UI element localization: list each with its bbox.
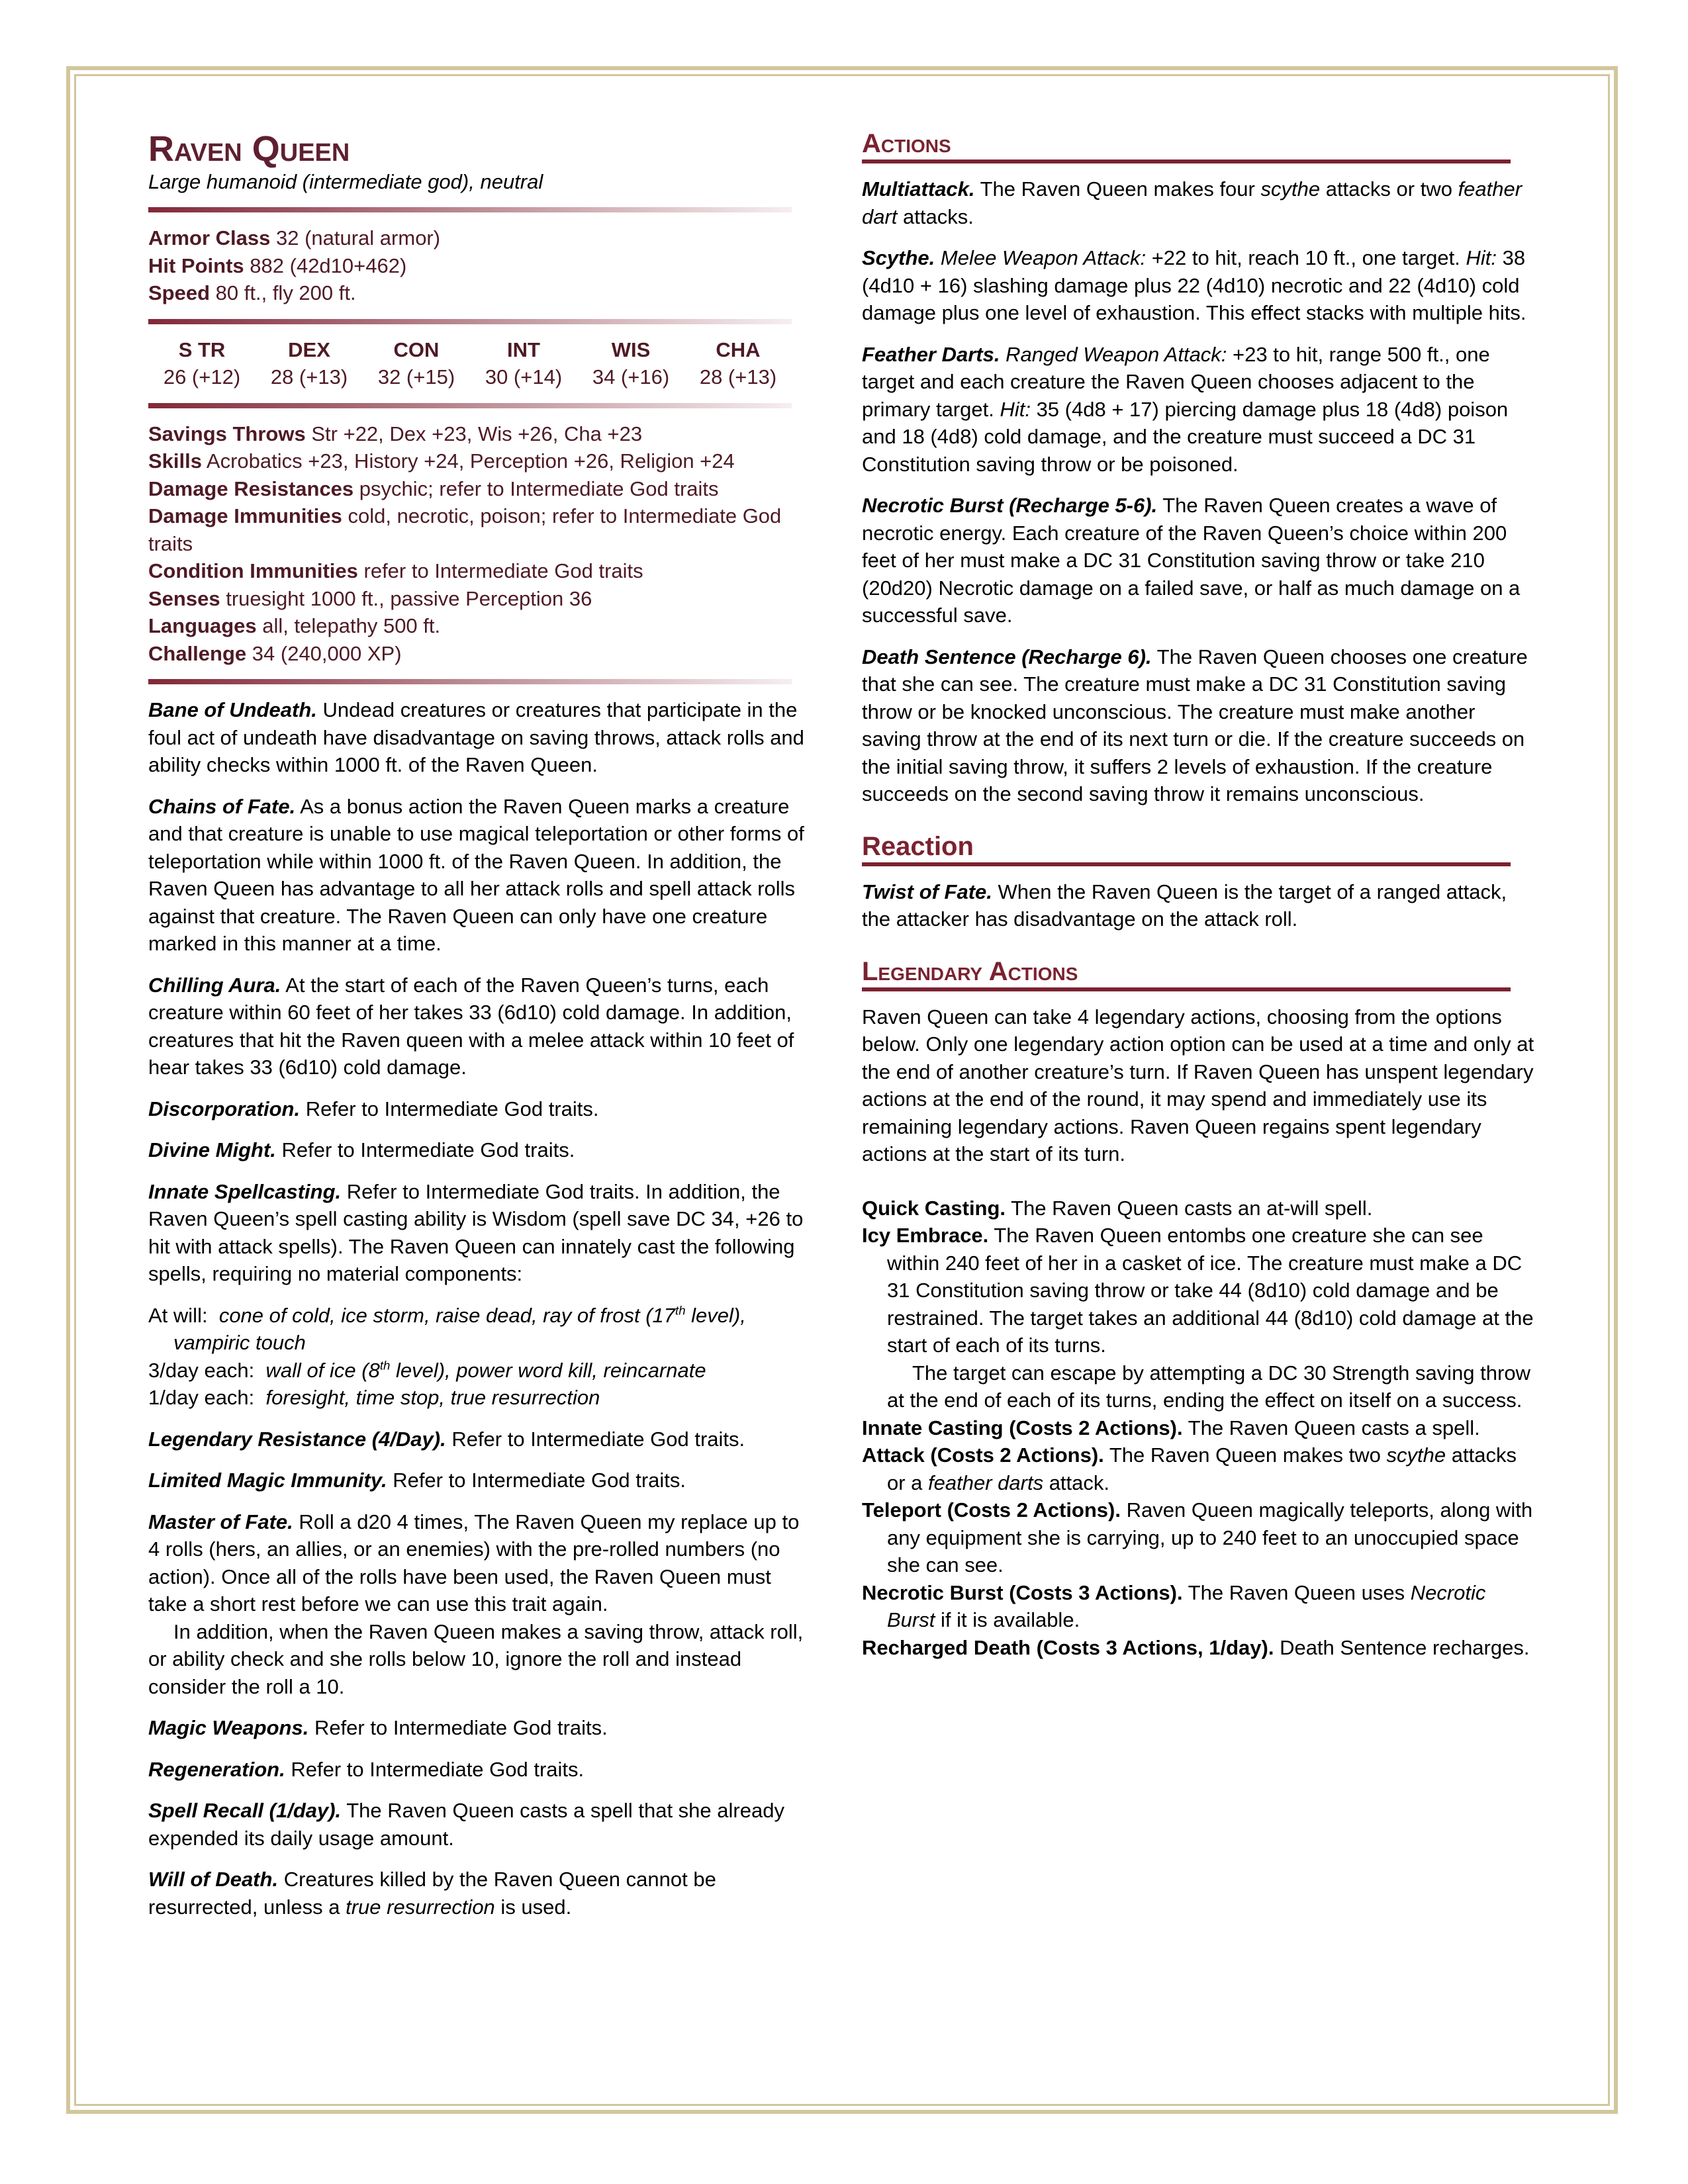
prop-label: Damage Resistances — [148, 477, 354, 500]
hit-label: Hit: — [1466, 246, 1497, 269]
right-column — [862, 129, 1537, 1661]
spell-list — [148, 1302, 810, 1412]
action-text: The Raven Queen makes four — [974, 177, 1261, 201]
trait-will-of-death — [148, 1866, 810, 1921]
stat-value: 80 ft., fly 200 ft. — [215, 281, 356, 304]
trait-text-extra: In addition, when the Raven Queen makes a saving throw, attack roll, or ability check and she rolls below 10, ignore the roll and instead consider the roll a 10. — [148, 1619, 804, 1698]
trait-chilling-aura — [148, 972, 810, 1081]
action-necrotic-burst — [862, 492, 1537, 629]
damage-immunities — [148, 502, 810, 557]
spell-frequency: 3/day each: — [148, 1358, 255, 1382]
prop-label: Languages — [148, 614, 257, 637]
trait-name: Spell Recall (1/day). — [148, 1799, 342, 1822]
damage-resistances — [148, 475, 810, 503]
legendary-name: Attack (Costs 2 Actions). — [862, 1443, 1104, 1467]
action-reference: Necrotic Burst — [887, 1580, 1486, 1631]
trait-spell-recall — [148, 1797, 810, 1852]
ordinal-suffix: th — [379, 1358, 391, 1373]
trait-text: Refer to Intermediate God traits. — [314, 1716, 608, 1739]
action-name: Necrotic Burst (Recharge 5-6). — [862, 494, 1158, 517]
trait-text: Roll a d20 4 times, The Raven Queen my replace up to 4 rolls (hers, an allies, or an enemies) with the pre-rolled numbers (no action). Once all of the rolls have been used, the Raven Queen must take a short rest before we can use this trait again. — [148, 1510, 800, 1615]
legendary-text: if it is available. — [935, 1608, 1080, 1631]
trait-name: Magic Weapons. — [148, 1716, 309, 1739]
prop-label: Savings Throws — [148, 422, 306, 445]
spell-reference: true resurrection — [346, 1895, 495, 1919]
trait-text: Refer to Intermediate God traits. — [305, 1097, 599, 1120]
trait-master-of-fate — [148, 1508, 810, 1701]
action-scythe — [862, 244, 1537, 327]
basic-stats — [148, 224, 810, 307]
legendary-quick-casting — [862, 1195, 1537, 1222]
reaction-name: Twist of Fate. — [862, 880, 992, 903]
trait-name: Master of Fate. — [148, 1510, 293, 1533]
trait-text: Undead creatures or creatures that participate in the foul act of undeath have disadvantage on saving throws, attack rolls and ability checks within 1000 ft. of the Raven Queen. — [148, 698, 804, 776]
legendary-attack — [862, 1441, 1537, 1496]
spell-frequency: At will: — [148, 1303, 208, 1327]
trait-divine-might — [148, 1136, 810, 1164]
legendary-text: The Raven Queen entombs one creature she can see within 240 feet of her in a casket of ice. The creature must make a DC 31 Constitution saving throw or take 44 (8d10) cold damage and be restrained. The target takes an additional 44 (8d10) cold damage at the start of each of its turns. — [887, 1224, 1534, 1357]
hit-label: Hit: — [1000, 397, 1031, 421]
languages — [148, 612, 810, 640]
spell-frequency: 1/day each: — [148, 1386, 255, 1409]
action-death-sentence — [862, 643, 1537, 808]
trait-text: Creatures killed by the Raven Queen cannot be resurrected, unless a — [148, 1868, 716, 1919]
senses — [148, 585, 810, 613]
ability-value: 28 (+13) — [270, 365, 348, 388]
ability-value: 26 (+12) — [163, 365, 241, 388]
ability-name: S TR — [178, 338, 226, 361]
prop-value: Acrobatics +23, History +24, Perception +26, Religion +24 — [206, 449, 735, 473]
legendary-text: The Raven Queen makes two — [1109, 1443, 1387, 1467]
trait-innate-spellcasting — [148, 1178, 810, 1288]
condition-immunities — [148, 557, 810, 585]
stat-value: 32 (natural armor) — [275, 226, 441, 250]
trait-text: Refer to Intermediate God traits. — [451, 1427, 745, 1451]
ability-name: CON — [393, 338, 440, 361]
weapon-reference: feather darts — [928, 1471, 1044, 1494]
prop-label: Damage Immunities — [148, 504, 342, 527]
action-multiattack — [862, 175, 1537, 230]
trait-name: Chilling Aura. — [148, 973, 281, 997]
spell-names: cone of cold, ice storm, raise dead, ray of frost (17 — [218, 1303, 676, 1327]
weapon-reference: scythe — [1260, 177, 1321, 201]
skills — [148, 447, 810, 475]
spells-3-per-day — [148, 1357, 810, 1385]
ability-con — [363, 336, 470, 391]
trait-text: The Raven Queen casts a spell that she already expended its daily usage amount. — [148, 1799, 784, 1850]
legendary-text: The Raven Queen uses — [1188, 1580, 1411, 1604]
legendary-name: Necrotic Burst (Costs 3 Actions). — [862, 1580, 1183, 1604]
trait-text: is used. — [494, 1895, 572, 1919]
legendary-action-list — [862, 1195, 1537, 1662]
trait-text: At the start of each of the Raven Queen’s turns, each creature within 60 feet of her takes 33 (6d10) cold damage. In addition, creatures that hit the Raven queen with a melee attack within 10 feet of hear takes 33 (6d10) cold damage. — [148, 973, 794, 1079]
trait-regeneration — [148, 1756, 810, 1784]
prop-value: cold, necrotic, poison; refer to Intermediate God traits — [148, 504, 782, 555]
stat-label: Armor Class — [148, 226, 271, 250]
trait-paragraph — [148, 1508, 810, 1618]
action-text: attacks or two — [1320, 177, 1458, 201]
trait-text: Refer to Intermediate God traits. — [393, 1469, 686, 1492]
action-name: Scythe. — [862, 246, 935, 269]
legendary-text: The Raven Queen casts an at-will spell. — [1011, 1196, 1373, 1220]
action-feather-darts — [862, 341, 1537, 478]
ability-value: 30 (+14) — [485, 365, 563, 388]
legendary-name: Recharged Death (Costs 3 Actions, 1/day). — [862, 1635, 1274, 1659]
ability-name: CHA — [716, 338, 761, 361]
left-column — [148, 129, 810, 1934]
spell-names: level), vampiric touch — [173, 1303, 746, 1354]
action-text: +22 to hit, reach 10 ft., one target. — [1146, 246, 1466, 269]
spell-names: wall of ice (8 — [265, 1358, 380, 1382]
weapon-reference: scythe — [1386, 1443, 1446, 1467]
attack-type: Melee Weapon Attack: — [940, 246, 1147, 269]
ability-name: WIS — [611, 338, 651, 361]
action-text: 35 (4d8 + 17) piercing damage plus 18 (4d8) poison and 18 (4d8) cold damage, and the creature must succeed a DC 31 Constitution saving throw or be poisoned. — [862, 397, 1509, 476]
action-text: attacks. — [897, 205, 974, 228]
divider — [148, 679, 792, 684]
ability-scores — [148, 336, 792, 391]
trait-text: As a bonus action the Raven Queen marks a creature and that creature is unable to use magical teleportation or other forms of teleportation while within 1000 ft. of the Raven Queen. In addition, the Raven Queen has advantage to all her attack rolls and spell attack rolls against that creature. The Raven Queen can only have one creature marked in this manner at a time. — [148, 794, 804, 955]
spell-names: foresight, time stop, true resurrection — [265, 1386, 600, 1409]
trait-name: Bane of Undeath. — [148, 698, 317, 721]
legendary-recharged-death — [862, 1634, 1537, 1662]
reaction-heading: Reaction — [862, 832, 1511, 866]
action-text: +23 to hit, range 500 ft., one target and each creature the Raven Queen chooses adjacent to the primary target. — [862, 342, 1490, 421]
saving-throws — [148, 420, 810, 448]
armor-class — [148, 224, 810, 252]
actions-heading: Actions — [862, 129, 1511, 163]
legendary-name: Icy Embrace. — [862, 1224, 989, 1247]
trait-name: Innate Spellcasting. — [148, 1179, 342, 1203]
trait-name: Chains of Fate. — [148, 794, 296, 818]
prop-label: Senses — [148, 586, 220, 610]
trait-text: Refer to Intermediate God traits. — [281, 1138, 575, 1161]
legendary-text: attack. — [1043, 1471, 1110, 1494]
ability-str — [148, 336, 256, 391]
legendary-name: Teleport (Costs 2 Actions). — [862, 1498, 1121, 1522]
legendary-text: attacks or a — [887, 1443, 1517, 1494]
legendary-text: Raven Queen magically teleports, along with any equipment she is carrying, up to 240 feet to an unoccupied space she can see. — [887, 1498, 1533, 1576]
prop-label: Challenge — [148, 641, 247, 665]
ability-name: DEX — [288, 338, 330, 361]
trait-text: Refer to Intermediate God traits. In addition, the Raven Queen’s spell casting ability is Wisdom (spell save DC 34, +26 to hit with attack spells). The Raven Queen can innately cast the following spells, requiring no material components: — [148, 1179, 804, 1285]
trait-magic-weapons — [148, 1714, 810, 1742]
ability-int — [470, 336, 577, 391]
trait-chains-of-fate — [148, 793, 810, 958]
trait-name: Divine Might. — [148, 1138, 276, 1161]
trait-discorporation — [148, 1095, 810, 1123]
prop-value: refer to Intermediate God traits — [363, 559, 643, 582]
ability-value: 32 (+15) — [377, 365, 455, 388]
properties — [148, 420, 810, 668]
legendary-text: Death Sentence recharges. — [1274, 1635, 1530, 1659]
hit-points — [148, 252, 810, 280]
stat-value: 882 (42d10+462) — [250, 253, 407, 277]
reaction-twist-of-fate — [862, 878, 1537, 933]
legendary-intro: Raven Queen can take 4 legendary actions, choosing from the options below. Only one legendary action option can be used at a time and only at the end of another creature’s turn. If Raven Queen has unspent legendary actions at the end of the round, it may spend and immediately use its remaining legendary actions. Raven Queen regains spent legendary actions at the start of its turn. — [862, 1005, 1534, 1165]
ability-name: INT — [507, 338, 540, 361]
action-name: Multiattack. — [862, 177, 975, 201]
prop-value: psychic; refer to Intermediate God traits — [359, 477, 719, 500]
trait-name: Legendary Resistance (4/Day). — [148, 1427, 446, 1451]
legendary-text: The Raven Queen casts a spell. — [1188, 1416, 1480, 1439]
weapon-reference: feather dart — [862, 177, 1523, 228]
legendary-necrotic-burst — [862, 1579, 1537, 1634]
traits — [148, 696, 810, 1921]
spells-1-per-day — [148, 1384, 810, 1412]
ability-value: 34 (+16) — [592, 365, 670, 388]
challenge — [148, 640, 810, 668]
ability-dex — [256, 336, 363, 391]
trait-name: Discorporation. — [148, 1097, 301, 1120]
reaction-text: When the Raven Queen is the target of a ranged attack, the attacker has disadvantage on the attack roll. — [862, 880, 1507, 931]
trait-name: Regeneration. — [148, 1757, 285, 1781]
legendary-name: Innate Casting (Costs 2 Actions). — [862, 1416, 1183, 1439]
divider — [148, 207, 792, 212]
stat-label: Speed — [148, 281, 211, 304]
legendary-innate-casting — [862, 1414, 1537, 1442]
divider — [148, 403, 792, 408]
speed — [148, 279, 810, 307]
divider — [148, 319, 792, 324]
trait-legendary-resistance — [148, 1426, 810, 1453]
prop-value: 34 (240,000 XP) — [252, 641, 402, 665]
trait-limited-magic-immunity — [148, 1467, 810, 1494]
action-text: The Raven Queen chooses one creature that she can see. The creature must make a DC 31 Constitution saving throw or be knocked unconscious. The creature must make another saving throw at the end of its next turn or die. If the creature succeeds on the initial saving throw, it suffers 2 levels of exhaustion. If the creature succeeds on the second saving throw it remains unconscious. — [862, 645, 1528, 805]
prop-label: Skills — [148, 449, 202, 473]
attack-type: Ranged Weapon Attack: — [1006, 342, 1227, 366]
monster-name: Raven Queen — [148, 129, 350, 169]
action-name: Death Sentence (Recharge 6). — [862, 645, 1152, 668]
legendary-teleport — [862, 1496, 1537, 1579]
trait-text: Refer to Intermediate God traits. — [291, 1757, 585, 1781]
ordinal-suffix: th — [675, 1303, 686, 1318]
legendary-icy-embrace-extra: The target can escape by attempting a DC 30 Strength saving throw at the end of each of its turns, ending the effect on itself on a success. — [887, 1361, 1530, 1412]
prop-value: truesight 1000 ft., passive Perception 36 — [226, 586, 592, 610]
legendary-icy-embrace — [862, 1222, 1537, 1359]
action-name: Feather Darts. — [862, 342, 1000, 366]
legendary-name: Quick Casting. — [862, 1196, 1006, 1220]
trait-name: Limited Magic Immunity. — [148, 1469, 387, 1492]
ability-cha — [684, 336, 792, 391]
trait-name: Will of Death. — [148, 1868, 279, 1891]
ability-value: 28 (+13) — [699, 365, 777, 388]
ability-wis — [577, 336, 684, 391]
action-text: The Raven Queen creates a wave of necrotic energy. Each creature of the Raven Queen’s choice within 200 feet of her must make a DC 31 Constitution saving throw or take 210 (20d20) Necrotic damage on a failed save, or half as much damage on a successful save. — [862, 494, 1521, 627]
stat-label: Hit Points — [148, 253, 244, 277]
spells-at-will — [148, 1302, 810, 1357]
monster-type: Large humanoid (intermediate god), neutral — [148, 170, 543, 193]
action-text: 38 (4d10 + 16) slashing damage plus 22 (4d10) necrotic and 22 (4d10) cold damage plus one level of exhaustion. This effect stacks with multiple hits. — [862, 246, 1526, 324]
prop-label: Condition Immunities — [148, 559, 358, 582]
trait-bane-of-undeath — [148, 696, 810, 779]
prop-value: all, telepathy 500 ft. — [262, 614, 441, 637]
prop-value: Str +22, Dex +23, Wis +26, Cha +23 — [311, 422, 643, 445]
legendary-actions-heading: Legendary Actions — [862, 957, 1511, 991]
spell-names: level), power word kill, reincarnate — [390, 1358, 706, 1382]
